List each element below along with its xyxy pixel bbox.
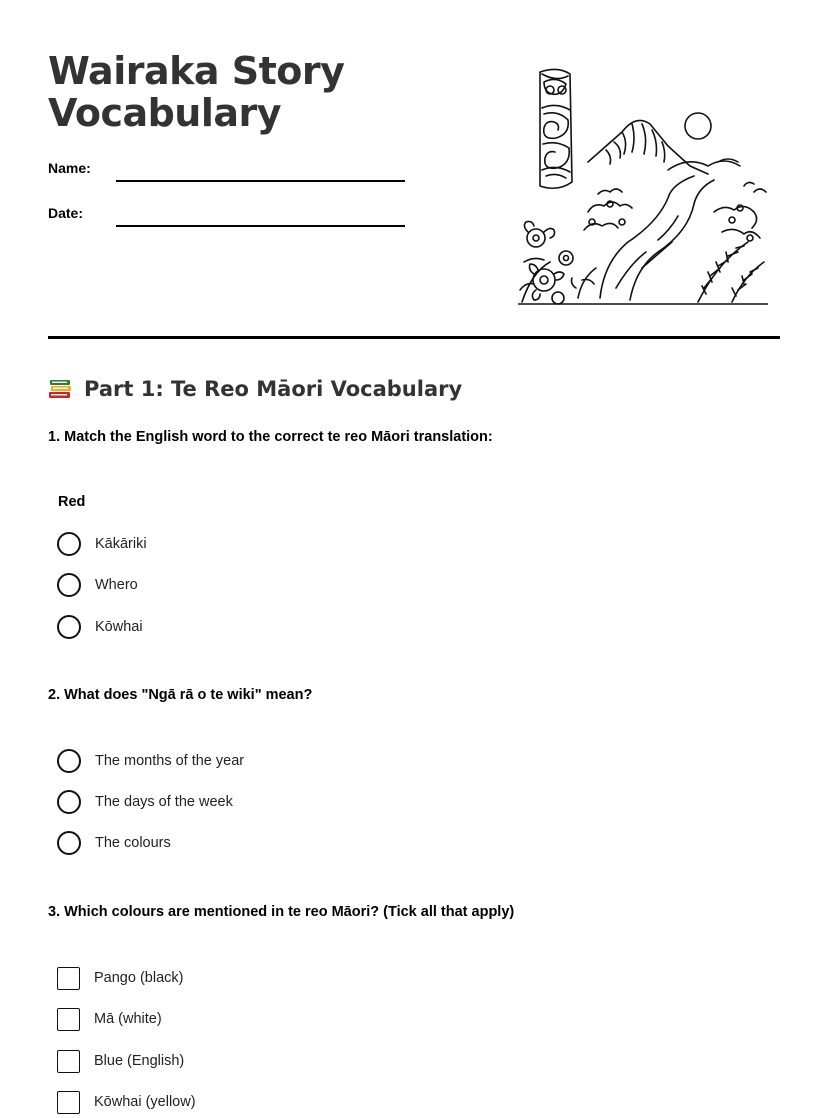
option-label: Blue (English) — [94, 1053, 185, 1069]
option-label: Pango (black) — [94, 970, 184, 986]
checkbox[interactable] — [57, 1091, 80, 1114]
q1-option-whero[interactable] — [57, 572, 138, 598]
radio-button[interactable] — [57, 532, 81, 556]
checkbox[interactable] — [57, 967, 80, 990]
date-input-line[interactable] — [116, 225, 405, 227]
worksheet-title: Wairaka Story Vocabulary — [48, 49, 345, 135]
question-3: 3. Which colours are mentioned in te reo Māori? (Tick all that apply) — [48, 904, 515, 920]
q3-option-blue[interactable] — [57, 1048, 184, 1074]
q3-option-pango[interactable] — [57, 965, 183, 991]
name-input-line[interactable] — [116, 180, 405, 182]
section-heading — [48, 374, 462, 404]
q2-option-days[interactable] — [57, 789, 233, 815]
option-label: Whero — [95, 577, 138, 593]
radio-button[interactable] — [57, 573, 81, 597]
section-title: Part 1: Te Reo Māori Vocabulary — [84, 377, 463, 401]
option-label: Kōwhai (yellow) — [94, 1094, 196, 1110]
books-icon — [48, 377, 74, 401]
question-1: 1. Match the English word to the correct te reo Māori translation: — [48, 429, 493, 445]
question-2: 2. What does "Ngā rā o te wiki" mean? — [48, 687, 313, 703]
option-label: The days of the week — [95, 794, 233, 810]
radio-button[interactable] — [57, 749, 81, 773]
option-label: The colours — [95, 835, 171, 851]
question-1-word: Red — [58, 494, 86, 510]
checkbox[interactable] — [57, 1008, 80, 1031]
landscape-illustration — [518, 62, 768, 307]
option-label: Kākāriki — [95, 536, 147, 552]
radio-button[interactable] — [57, 831, 81, 855]
q1-option-kowhai[interactable] — [57, 614, 143, 640]
radio-button[interactable] — [57, 615, 81, 639]
name-label: Name: — [48, 160, 91, 176]
option-label: Mā (white) — [94, 1011, 162, 1027]
header-divider — [48, 336, 780, 339]
date-field-row — [48, 205, 408, 235]
q3-option-ma[interactable] — [57, 1006, 162, 1032]
q2-option-months[interactable] — [57, 748, 244, 774]
checkbox[interactable] — [57, 1050, 80, 1073]
option-label: The months of the year — [95, 753, 245, 769]
name-field-row — [48, 160, 408, 190]
radio-button[interactable] — [57, 790, 81, 814]
q3-option-kowhai[interactable] — [57, 1089, 196, 1115]
date-label: Date: — [48, 205, 84, 221]
q2-option-colours[interactable] — [57, 830, 171, 856]
q1-option-kakariki[interactable] — [57, 531, 147, 557]
option-label: Kōwhai — [95, 619, 143, 635]
